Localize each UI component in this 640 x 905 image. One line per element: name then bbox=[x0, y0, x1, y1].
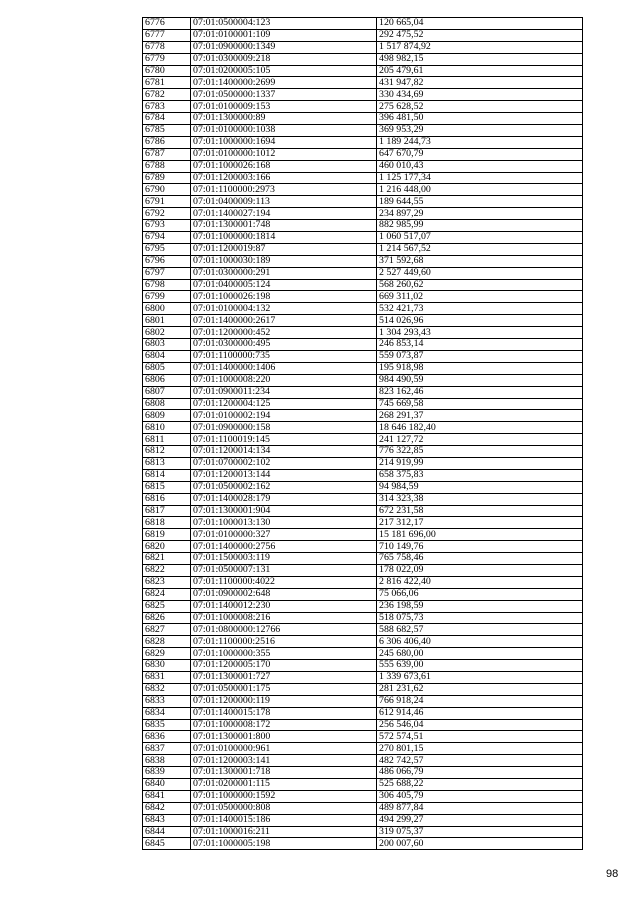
value-cell: 559 073,87 bbox=[377, 350, 583, 362]
row-number-cell: 6833 bbox=[143, 695, 191, 707]
row-number-cell: 6823 bbox=[143, 576, 191, 588]
value-cell: 882 985,99 bbox=[377, 220, 583, 232]
table-row bbox=[143, 362, 583, 374]
value-cell: 710 149,76 bbox=[377, 541, 583, 553]
row-number-cell: 6790 bbox=[143, 184, 191, 196]
row-number-cell: 6778 bbox=[143, 41, 191, 53]
table-row bbox=[143, 779, 583, 791]
table-row bbox=[143, 541, 583, 553]
value-cell: 572 574,51 bbox=[377, 731, 583, 743]
row-number-cell: 6806 bbox=[143, 374, 191, 386]
value-cell: 306 405,79 bbox=[377, 790, 583, 802]
row-number-cell: 6789 bbox=[143, 172, 191, 184]
value-cell: 431 947,82 bbox=[377, 77, 583, 89]
cadastral-number-cell: 07:01:0500001:175 bbox=[191, 683, 377, 695]
row-number-cell: 6799 bbox=[143, 291, 191, 303]
table-row bbox=[143, 220, 583, 232]
table-row bbox=[143, 350, 583, 362]
cadastral-number-cell: 07:01:1200014:134 bbox=[191, 446, 377, 458]
table-row bbox=[143, 291, 583, 303]
data-table bbox=[142, 17, 583, 850]
table-row bbox=[143, 398, 583, 410]
table-row bbox=[143, 77, 583, 89]
cadastral-number-cell: 07:01:0100001:109 bbox=[191, 29, 377, 41]
row-number-cell: 6834 bbox=[143, 707, 191, 719]
value-cell: 672 231,58 bbox=[377, 505, 583, 517]
cadastral-number-cell: 07:01:1400000:1406 bbox=[191, 362, 377, 374]
table-row bbox=[143, 553, 583, 565]
value-cell: 525 688,22 bbox=[377, 779, 583, 791]
row-number-cell: 6811 bbox=[143, 434, 191, 446]
table-row bbox=[143, 707, 583, 719]
value-cell: 292 475,52 bbox=[377, 29, 583, 41]
value-cell: 195 918,98 bbox=[377, 362, 583, 374]
table-row bbox=[143, 481, 583, 493]
value-cell: 75 066,06 bbox=[377, 588, 583, 600]
value-cell: 200 007,60 bbox=[377, 838, 583, 850]
row-number-cell: 6803 bbox=[143, 339, 191, 351]
row-number-cell: 6826 bbox=[143, 612, 191, 624]
table-row bbox=[143, 315, 583, 327]
row-number-cell: 6817 bbox=[143, 505, 191, 517]
row-number-cell: 6835 bbox=[143, 719, 191, 731]
value-cell: 178 022,09 bbox=[377, 564, 583, 576]
table-row bbox=[143, 327, 583, 339]
table-row bbox=[143, 196, 583, 208]
value-cell: 568 260,62 bbox=[377, 279, 583, 291]
table-row bbox=[143, 148, 583, 160]
value-cell: 658 375,83 bbox=[377, 469, 583, 481]
row-number-cell: 6828 bbox=[143, 636, 191, 648]
row-number-cell: 6837 bbox=[143, 743, 191, 755]
table-row bbox=[143, 374, 583, 386]
cadastral-number-cell: 07:01:1400027:194 bbox=[191, 208, 377, 220]
cadastral-number-cell: 07:01:1200004:125 bbox=[191, 398, 377, 410]
cadastral-number-cell: 07:01:1400000:2699 bbox=[191, 77, 377, 89]
row-number-cell: 6795 bbox=[143, 243, 191, 255]
value-cell: 268 291,37 bbox=[377, 410, 583, 422]
table-row bbox=[143, 279, 583, 291]
row-number-cell: 6809 bbox=[143, 410, 191, 422]
row-number-cell: 6786 bbox=[143, 136, 191, 148]
value-cell: 15 181 696,00 bbox=[377, 529, 583, 541]
row-number-cell: 6845 bbox=[143, 838, 191, 850]
cadastral-number-cell: 07:01:1400028:179 bbox=[191, 493, 377, 505]
table-row bbox=[143, 469, 583, 481]
cadastral-number-cell: 07:01:0800000:12766 bbox=[191, 624, 377, 636]
table-row bbox=[143, 564, 583, 576]
table-row bbox=[143, 184, 583, 196]
cadastral-number-cell: 07:01:0500000:1337 bbox=[191, 89, 377, 101]
value-cell: 246 853,14 bbox=[377, 339, 583, 351]
value-cell: 612 914,46 bbox=[377, 707, 583, 719]
table-row bbox=[143, 588, 583, 600]
value-cell: 1 304 293,43 bbox=[377, 327, 583, 339]
cadastral-number-cell: 07:01:0100000:1038 bbox=[191, 125, 377, 137]
row-number-cell: 6832 bbox=[143, 683, 191, 695]
row-number-cell: 6841 bbox=[143, 790, 191, 802]
table-row bbox=[143, 53, 583, 65]
table-row bbox=[143, 838, 583, 850]
value-cell: 319 075,37 bbox=[377, 826, 583, 838]
value-cell: 482 742,57 bbox=[377, 755, 583, 767]
row-number-cell: 6818 bbox=[143, 517, 191, 529]
row-number-cell: 6793 bbox=[143, 220, 191, 232]
table-row bbox=[143, 267, 583, 279]
value-cell: 256 546,04 bbox=[377, 719, 583, 731]
table-row bbox=[143, 457, 583, 469]
row-number-cell: 6820 bbox=[143, 541, 191, 553]
table-row bbox=[143, 755, 583, 767]
value-cell: 2 527 449,60 bbox=[377, 267, 583, 279]
value-cell: 270 801,15 bbox=[377, 743, 583, 755]
cadastral-number-cell: 07:01:0400005:124 bbox=[191, 279, 377, 291]
row-number-cell: 6842 bbox=[143, 802, 191, 814]
cadastral-number-cell: 07:01:1000000:1694 bbox=[191, 136, 377, 148]
row-number-cell: 6788 bbox=[143, 160, 191, 172]
row-number-cell: 6779 bbox=[143, 53, 191, 65]
cadastral-number-cell: 07:01:1000000:1814 bbox=[191, 232, 377, 244]
row-number-cell: 6797 bbox=[143, 267, 191, 279]
row-number-cell: 6816 bbox=[143, 493, 191, 505]
value-cell: 489 877,84 bbox=[377, 802, 583, 814]
row-number-cell: 6808 bbox=[143, 398, 191, 410]
table-row bbox=[143, 136, 583, 148]
row-number-cell: 6825 bbox=[143, 600, 191, 612]
cadastral-number-cell: 07:01:1200000:452 bbox=[191, 327, 377, 339]
cadastral-number-cell: 07:01:1100000:2973 bbox=[191, 184, 377, 196]
cadastral-number-cell: 07:01:1000008:220 bbox=[191, 374, 377, 386]
value-cell: 776 322,85 bbox=[377, 446, 583, 458]
row-number-cell: 6838 bbox=[143, 755, 191, 767]
cadastral-number-cell: 07:01:1400012:230 bbox=[191, 600, 377, 612]
row-number-cell: 6824 bbox=[143, 588, 191, 600]
table-row bbox=[143, 422, 583, 434]
row-number-cell: 6827 bbox=[143, 624, 191, 636]
cadastral-number-cell: 07:01:0500004:123 bbox=[191, 18, 377, 30]
value-cell: 314 323,38 bbox=[377, 493, 583, 505]
value-cell: 1 216 448,00 bbox=[377, 184, 583, 196]
value-cell: 647 670,79 bbox=[377, 148, 583, 160]
value-cell: 514 026,96 bbox=[377, 315, 583, 327]
page-number: 98 bbox=[606, 868, 619, 880]
table-row bbox=[143, 517, 583, 529]
table-row bbox=[143, 113, 583, 125]
cadastral-number-cell: 07:01:1100000:735 bbox=[191, 350, 377, 362]
table-row bbox=[143, 767, 583, 779]
table-row bbox=[143, 695, 583, 707]
table-row bbox=[143, 671, 583, 683]
row-number-cell: 6829 bbox=[143, 648, 191, 660]
value-cell: 2 816 422,40 bbox=[377, 576, 583, 588]
cadastral-number-cell: 07:01:1200003:166 bbox=[191, 172, 377, 184]
value-cell: 532 421,73 bbox=[377, 303, 583, 315]
cadastral-number-cell: 07:01:0200001:115 bbox=[191, 779, 377, 791]
value-cell: 234 897,29 bbox=[377, 208, 583, 220]
value-cell: 984 490,59 bbox=[377, 374, 583, 386]
row-number-cell: 6794 bbox=[143, 232, 191, 244]
value-cell: 94 984,59 bbox=[377, 481, 583, 493]
cadastral-number-cell: 07:01:1100000:4022 bbox=[191, 576, 377, 588]
table-row bbox=[143, 636, 583, 648]
value-cell: 189 644,55 bbox=[377, 196, 583, 208]
row-number-cell: 6843 bbox=[143, 814, 191, 826]
table-row bbox=[143, 612, 583, 624]
value-cell: 486 066,79 bbox=[377, 767, 583, 779]
value-cell: 281 231,62 bbox=[377, 683, 583, 695]
cadastral-number-cell: 07:01:0900011:234 bbox=[191, 386, 377, 398]
cadastral-number-cell: 07:01:1200000:119 bbox=[191, 695, 377, 707]
table-row bbox=[143, 410, 583, 422]
table-row bbox=[143, 505, 583, 517]
cadastral-number-cell: 07:01:0100000:961 bbox=[191, 743, 377, 755]
value-cell: 241 127,72 bbox=[377, 434, 583, 446]
table-row bbox=[143, 65, 583, 77]
value-cell: 214 919,99 bbox=[377, 457, 583, 469]
value-cell: 217 312,17 bbox=[377, 517, 583, 529]
row-number-cell: 6776 bbox=[143, 18, 191, 30]
row-number-cell: 6840 bbox=[143, 779, 191, 791]
cadastral-number-cell: 07:01:0100000:1012 bbox=[191, 148, 377, 160]
row-number-cell: 6801 bbox=[143, 315, 191, 327]
table-row bbox=[143, 576, 583, 588]
table-row bbox=[143, 648, 583, 660]
row-number-cell: 6796 bbox=[143, 255, 191, 267]
row-number-cell: 6784 bbox=[143, 113, 191, 125]
row-number-cell: 6814 bbox=[143, 469, 191, 481]
value-cell: 120 665,04 bbox=[377, 18, 583, 30]
row-number-cell: 6792 bbox=[143, 208, 191, 220]
cadastral-number-cell: 07:01:1300001:904 bbox=[191, 505, 377, 517]
table-row bbox=[143, 743, 583, 755]
cadastral-number-cell: 07:01:1000013:130 bbox=[191, 517, 377, 529]
value-cell: 518 075,73 bbox=[377, 612, 583, 624]
row-number-cell: 6781 bbox=[143, 77, 191, 89]
table-row bbox=[143, 826, 583, 838]
table-row bbox=[143, 172, 583, 184]
value-cell: 371 592,68 bbox=[377, 255, 583, 267]
value-cell: 1 060 517,07 bbox=[377, 232, 583, 244]
cadastral-number-cell: 07:01:0100004:132 bbox=[191, 303, 377, 315]
row-number-cell: 6787 bbox=[143, 148, 191, 160]
table-row bbox=[143, 89, 583, 101]
value-cell: 555 639,00 bbox=[377, 660, 583, 672]
cadastral-number-cell: 07:01:1000000:355 bbox=[191, 648, 377, 660]
value-cell: 330 434,69 bbox=[377, 89, 583, 101]
row-number-cell: 6780 bbox=[143, 65, 191, 77]
cadastral-number-cell: 07:01:0700002:102 bbox=[191, 457, 377, 469]
row-number-cell: 6831 bbox=[143, 671, 191, 683]
table-row bbox=[143, 125, 583, 137]
value-cell: 498 982,15 bbox=[377, 53, 583, 65]
cadastral-number-cell: 07:01:0300000:495 bbox=[191, 339, 377, 351]
row-number-cell: 6798 bbox=[143, 279, 191, 291]
cadastral-number-cell: 07:01:1200005:170 bbox=[191, 660, 377, 672]
cadastral-number-cell: 07:01:1300001:727 bbox=[191, 671, 377, 683]
row-number-cell: 6819 bbox=[143, 529, 191, 541]
value-cell: 669 311,02 bbox=[377, 291, 583, 303]
table-row bbox=[143, 600, 583, 612]
table-row bbox=[143, 18, 583, 30]
cadastral-number-cell: 07:01:0300000:291 bbox=[191, 267, 377, 279]
cadastral-number-cell: 07:01:1200013:144 bbox=[191, 469, 377, 481]
table-row bbox=[143, 434, 583, 446]
cadastral-number-cell: 07:01:1000008:172 bbox=[191, 719, 377, 731]
value-cell: 1 125 177,34 bbox=[377, 172, 583, 184]
cadastral-number-cell: 07:01:1400015:178 bbox=[191, 707, 377, 719]
cadastral-number-cell: 07:01:1000026:198 bbox=[191, 291, 377, 303]
cadastral-number-cell: 07:01:0900000:1349 bbox=[191, 41, 377, 53]
cadastral-number-cell: 07:01:1300000:89 bbox=[191, 113, 377, 125]
table-body bbox=[143, 18, 583, 850]
cadastral-number-cell: 07:01:0400009:113 bbox=[191, 196, 377, 208]
value-cell: 1 339 673,61 bbox=[377, 671, 583, 683]
row-number-cell: 6785 bbox=[143, 125, 191, 137]
value-cell: 236 198,59 bbox=[377, 600, 583, 612]
value-cell: 1 517 874,92 bbox=[377, 41, 583, 53]
value-cell: 18 646 182,40 bbox=[377, 422, 583, 434]
cadastral-number-cell: 07:01:0300009:218 bbox=[191, 53, 377, 65]
row-number-cell: 6821 bbox=[143, 553, 191, 565]
table-row bbox=[143, 660, 583, 672]
row-number-cell: 6839 bbox=[143, 767, 191, 779]
row-number-cell: 6844 bbox=[143, 826, 191, 838]
value-cell: 1 189 244,73 bbox=[377, 136, 583, 148]
row-number-cell: 6836 bbox=[143, 731, 191, 743]
table-row bbox=[143, 446, 583, 458]
table-row bbox=[143, 160, 583, 172]
value-cell: 1 214 567,52 bbox=[377, 243, 583, 255]
table-row bbox=[143, 802, 583, 814]
table-row bbox=[143, 493, 583, 505]
cadastral-number-cell: 07:01:1300001:800 bbox=[191, 731, 377, 743]
value-cell: 745 669,58 bbox=[377, 398, 583, 410]
cadastral-number-cell: 07:01:1200019:87 bbox=[191, 243, 377, 255]
table-row bbox=[143, 683, 583, 695]
row-number-cell: 6813 bbox=[143, 457, 191, 469]
table-row bbox=[143, 243, 583, 255]
row-number-cell: 6783 bbox=[143, 101, 191, 113]
cadastral-number-cell: 07:01:1400000:2756 bbox=[191, 541, 377, 553]
row-number-cell: 6800 bbox=[143, 303, 191, 315]
cadastral-number-cell: 07:01:1000000:1592 bbox=[191, 790, 377, 802]
row-number-cell: 6812 bbox=[143, 446, 191, 458]
row-number-cell: 6810 bbox=[143, 422, 191, 434]
row-number-cell: 6804 bbox=[143, 350, 191, 362]
table-row bbox=[143, 41, 583, 53]
cadastral-number-cell: 07:01:1300001:748 bbox=[191, 220, 377, 232]
value-cell: 460 010,43 bbox=[377, 160, 583, 172]
row-number-cell: 6805 bbox=[143, 362, 191, 374]
table-row bbox=[143, 101, 583, 113]
row-number-cell: 6777 bbox=[143, 29, 191, 41]
table-row bbox=[143, 29, 583, 41]
cadastral-number-cell: 07:01:1500003:119 bbox=[191, 553, 377, 565]
value-cell: 588 682,57 bbox=[377, 624, 583, 636]
value-cell: 369 953,29 bbox=[377, 125, 583, 137]
table-row bbox=[143, 303, 583, 315]
table-row bbox=[143, 529, 583, 541]
row-number-cell: 6807 bbox=[143, 386, 191, 398]
cadastral-number-cell: 07:01:0900002:648 bbox=[191, 588, 377, 600]
cadastral-number-cell: 07:01:0500007:131 bbox=[191, 564, 377, 576]
table-row bbox=[143, 386, 583, 398]
row-number-cell: 6815 bbox=[143, 481, 191, 493]
value-cell: 205 479,61 bbox=[377, 65, 583, 77]
cadastral-number-cell: 07:01:0100009:153 bbox=[191, 101, 377, 113]
cadastral-number-cell: 07:01:1100019:145 bbox=[191, 434, 377, 446]
cadastral-number-cell: 07:01:1300001:718 bbox=[191, 767, 377, 779]
cadastral-number-cell: 07:01:1000030:189 bbox=[191, 255, 377, 267]
value-cell: 765 758,46 bbox=[377, 553, 583, 565]
cadastral-number-cell: 07:01:1400015:186 bbox=[191, 814, 377, 826]
table-row bbox=[143, 731, 583, 743]
row-number-cell: 6822 bbox=[143, 564, 191, 576]
cadastral-number-cell: 07:01:1000005:198 bbox=[191, 838, 377, 850]
value-cell: 6 306 406,40 bbox=[377, 636, 583, 648]
cadastral-number-cell: 07:01:1200003:141 bbox=[191, 755, 377, 767]
cadastral-number-cell: 07:01:1100000:2516 bbox=[191, 636, 377, 648]
cadastral-number-cell: 07:01:1000016:211 bbox=[191, 826, 377, 838]
table-row bbox=[143, 208, 583, 220]
row-number-cell: 6782 bbox=[143, 89, 191, 101]
row-number-cell: 6830 bbox=[143, 660, 191, 672]
cadastral-number-cell: 07:01:0500002:162 bbox=[191, 481, 377, 493]
cadastral-number-cell: 07:01:0900000:158 bbox=[191, 422, 377, 434]
cadastral-number-cell: 07:01:0100002:194 bbox=[191, 410, 377, 422]
row-number-cell: 6802 bbox=[143, 327, 191, 339]
table-row bbox=[143, 814, 583, 826]
table-row bbox=[143, 624, 583, 636]
value-cell: 494 299,27 bbox=[377, 814, 583, 826]
value-cell: 766 918,24 bbox=[377, 695, 583, 707]
cadastral-number-cell: 07:01:0200005:105 bbox=[191, 65, 377, 77]
table-row bbox=[143, 339, 583, 351]
table-row bbox=[143, 790, 583, 802]
row-number-cell: 6791 bbox=[143, 196, 191, 208]
value-cell: 245 680,00 bbox=[377, 648, 583, 660]
cadastral-number-cell: 07:01:0500000:808 bbox=[191, 802, 377, 814]
cadastral-number-cell: 07:01:1000008:216 bbox=[191, 612, 377, 624]
table-row bbox=[143, 232, 583, 244]
value-cell: 396 481,50 bbox=[377, 113, 583, 125]
cadastral-number-cell: 07:01:1400000:2617 bbox=[191, 315, 377, 327]
table-row bbox=[143, 719, 583, 731]
cadastral-number-cell: 07:01:0100000:327 bbox=[191, 529, 377, 541]
value-cell: 275 628,52 bbox=[377, 101, 583, 113]
table-row bbox=[143, 255, 583, 267]
value-cell: 823 162,46 bbox=[377, 386, 583, 398]
cadastral-number-cell: 07:01:1000026:168 bbox=[191, 160, 377, 172]
